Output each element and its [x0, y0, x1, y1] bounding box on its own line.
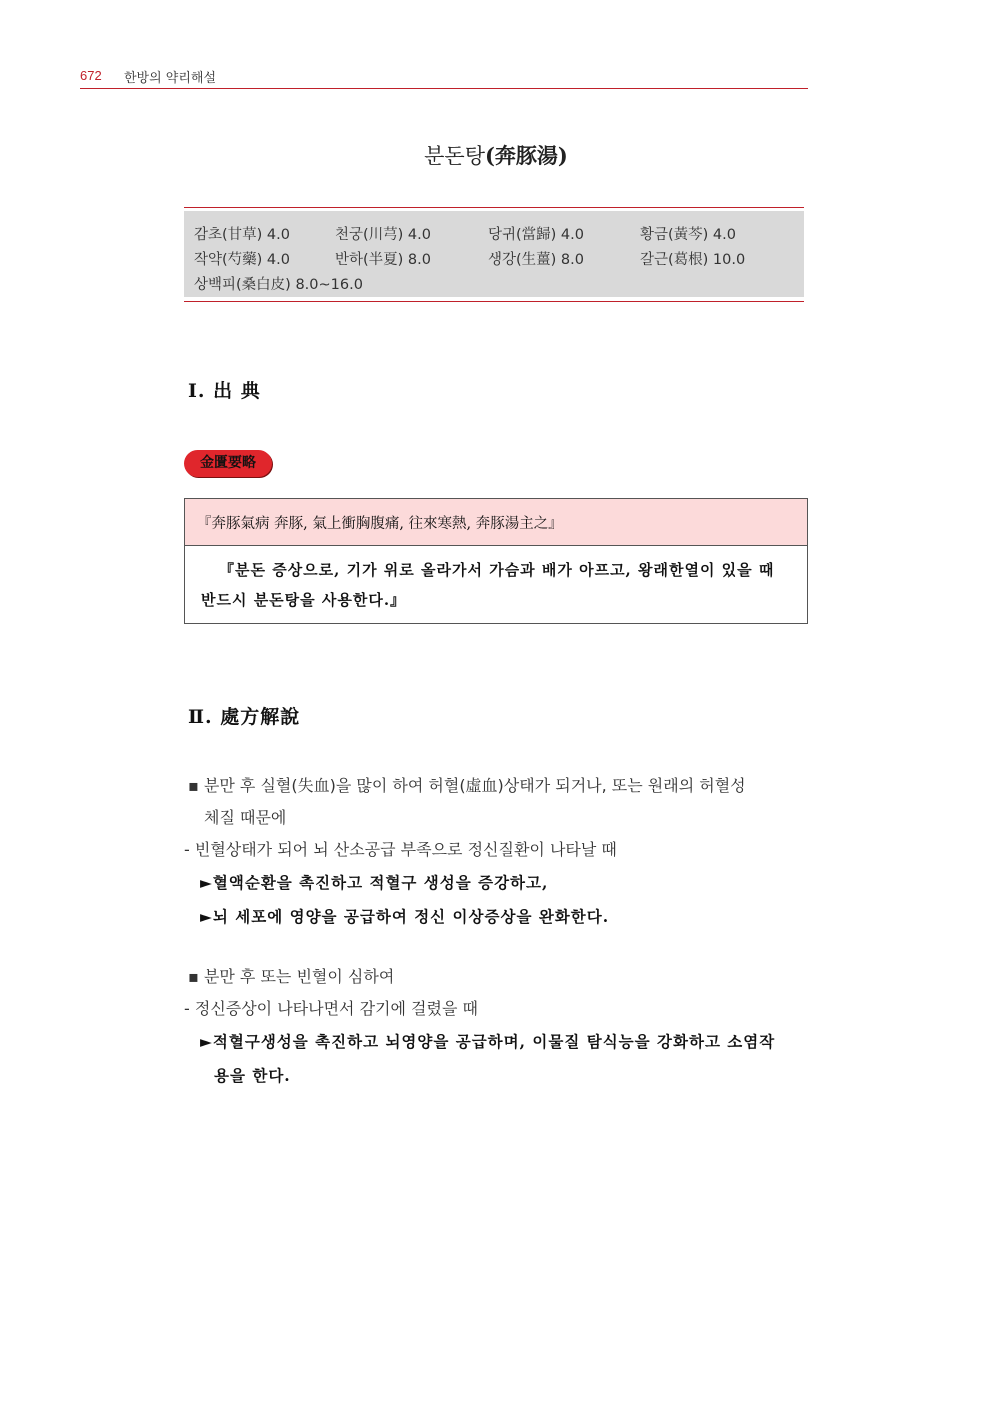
ingredients-box	[184, 211, 804, 297]
bullet-line: 체질 때문에	[204, 808, 287, 827]
quote-box	[184, 498, 808, 624]
bullet-line: ▪ 분만 후 또는 빈혈이 심하여	[188, 967, 395, 986]
page-number: 672	[80, 68, 102, 83]
ingredient-item: 황금(黃芩) 4.0	[640, 227, 736, 243]
ingredients-table	[184, 207, 804, 302]
arrow-line: ►혈액순환을 촉진하고 적혈구 생성을 증강하고,	[200, 873, 549, 892]
ingredient-item: 당귀(當歸) 4.0	[488, 227, 584, 243]
section-heading: Ⅰ. 出 典	[188, 380, 261, 402]
quote-translation: 『분돈 증상으로, 기가 위로 올라가서 가슴과 배가 아프고, 왕래한열이 있을 때 반드시 분돈탕을 사용한다.』	[201, 561, 775, 609]
bullet-line: ▪ 분만 후 실혈(失血)을 많이 하여 허혈(虛血)상태가 되거나, 또는 원래의 허혈성	[188, 776, 746, 795]
source-badge-label: 金匱要略	[200, 455, 256, 471]
section-heading: Ⅱ. 處方解說	[188, 706, 301, 728]
page-header	[80, 66, 808, 89]
source-badge	[184, 450, 272, 477]
ingredient-item: 갈근(葛根) 10.0	[640, 252, 746, 268]
divider	[184, 301, 804, 302]
ingredient-item: 감초(甘草) 4.0	[194, 227, 290, 243]
ingredient-item: 작약(芍藥) 4.0	[194, 252, 290, 268]
ingredient-item: 상백피(桑白皮) 8.0~16.0	[194, 277, 363, 293]
title-korean: 분돈탕	[424, 144, 485, 168]
quote-original-text: 『奔豚氣病 奔豚, 氣上衝胸腹痛, 往來寒熱, 奔豚湯主之』	[197, 516, 563, 532]
page-title	[0, 140, 992, 170]
dash-line: - 빈혈상태가 되어 뇌 산소공급 부족으로 정신질환이 나타날 때	[184, 840, 617, 859]
arrow-line: 용을 한다.	[214, 1066, 291, 1085]
ingredient-item: 천궁(川芎) 4.0	[335, 227, 431, 243]
ingredient-item: 생강(生薑) 8.0	[488, 252, 584, 268]
title-hanja: (奔豚湯)	[484, 143, 568, 168]
book-title: 한방의 약리해설	[124, 71, 217, 86]
arrow-line: ►적혈구생성을 촉진하고 뇌영양을 공급하며, 이물질 탐식능을 강화하고 소염작	[200, 1032, 776, 1051]
divider	[184, 207, 804, 208]
ingredient-item: 반하(半夏) 8.0	[335, 252, 431, 268]
dash-line: - 정신증상이 나타나면서 감기에 걸렸을 때	[184, 999, 478, 1018]
quote-original	[185, 499, 807, 546]
arrow-line: ►뇌 세포에 영양을 공급하여 정신 이상증상을 완화한다.	[200, 907, 610, 926]
